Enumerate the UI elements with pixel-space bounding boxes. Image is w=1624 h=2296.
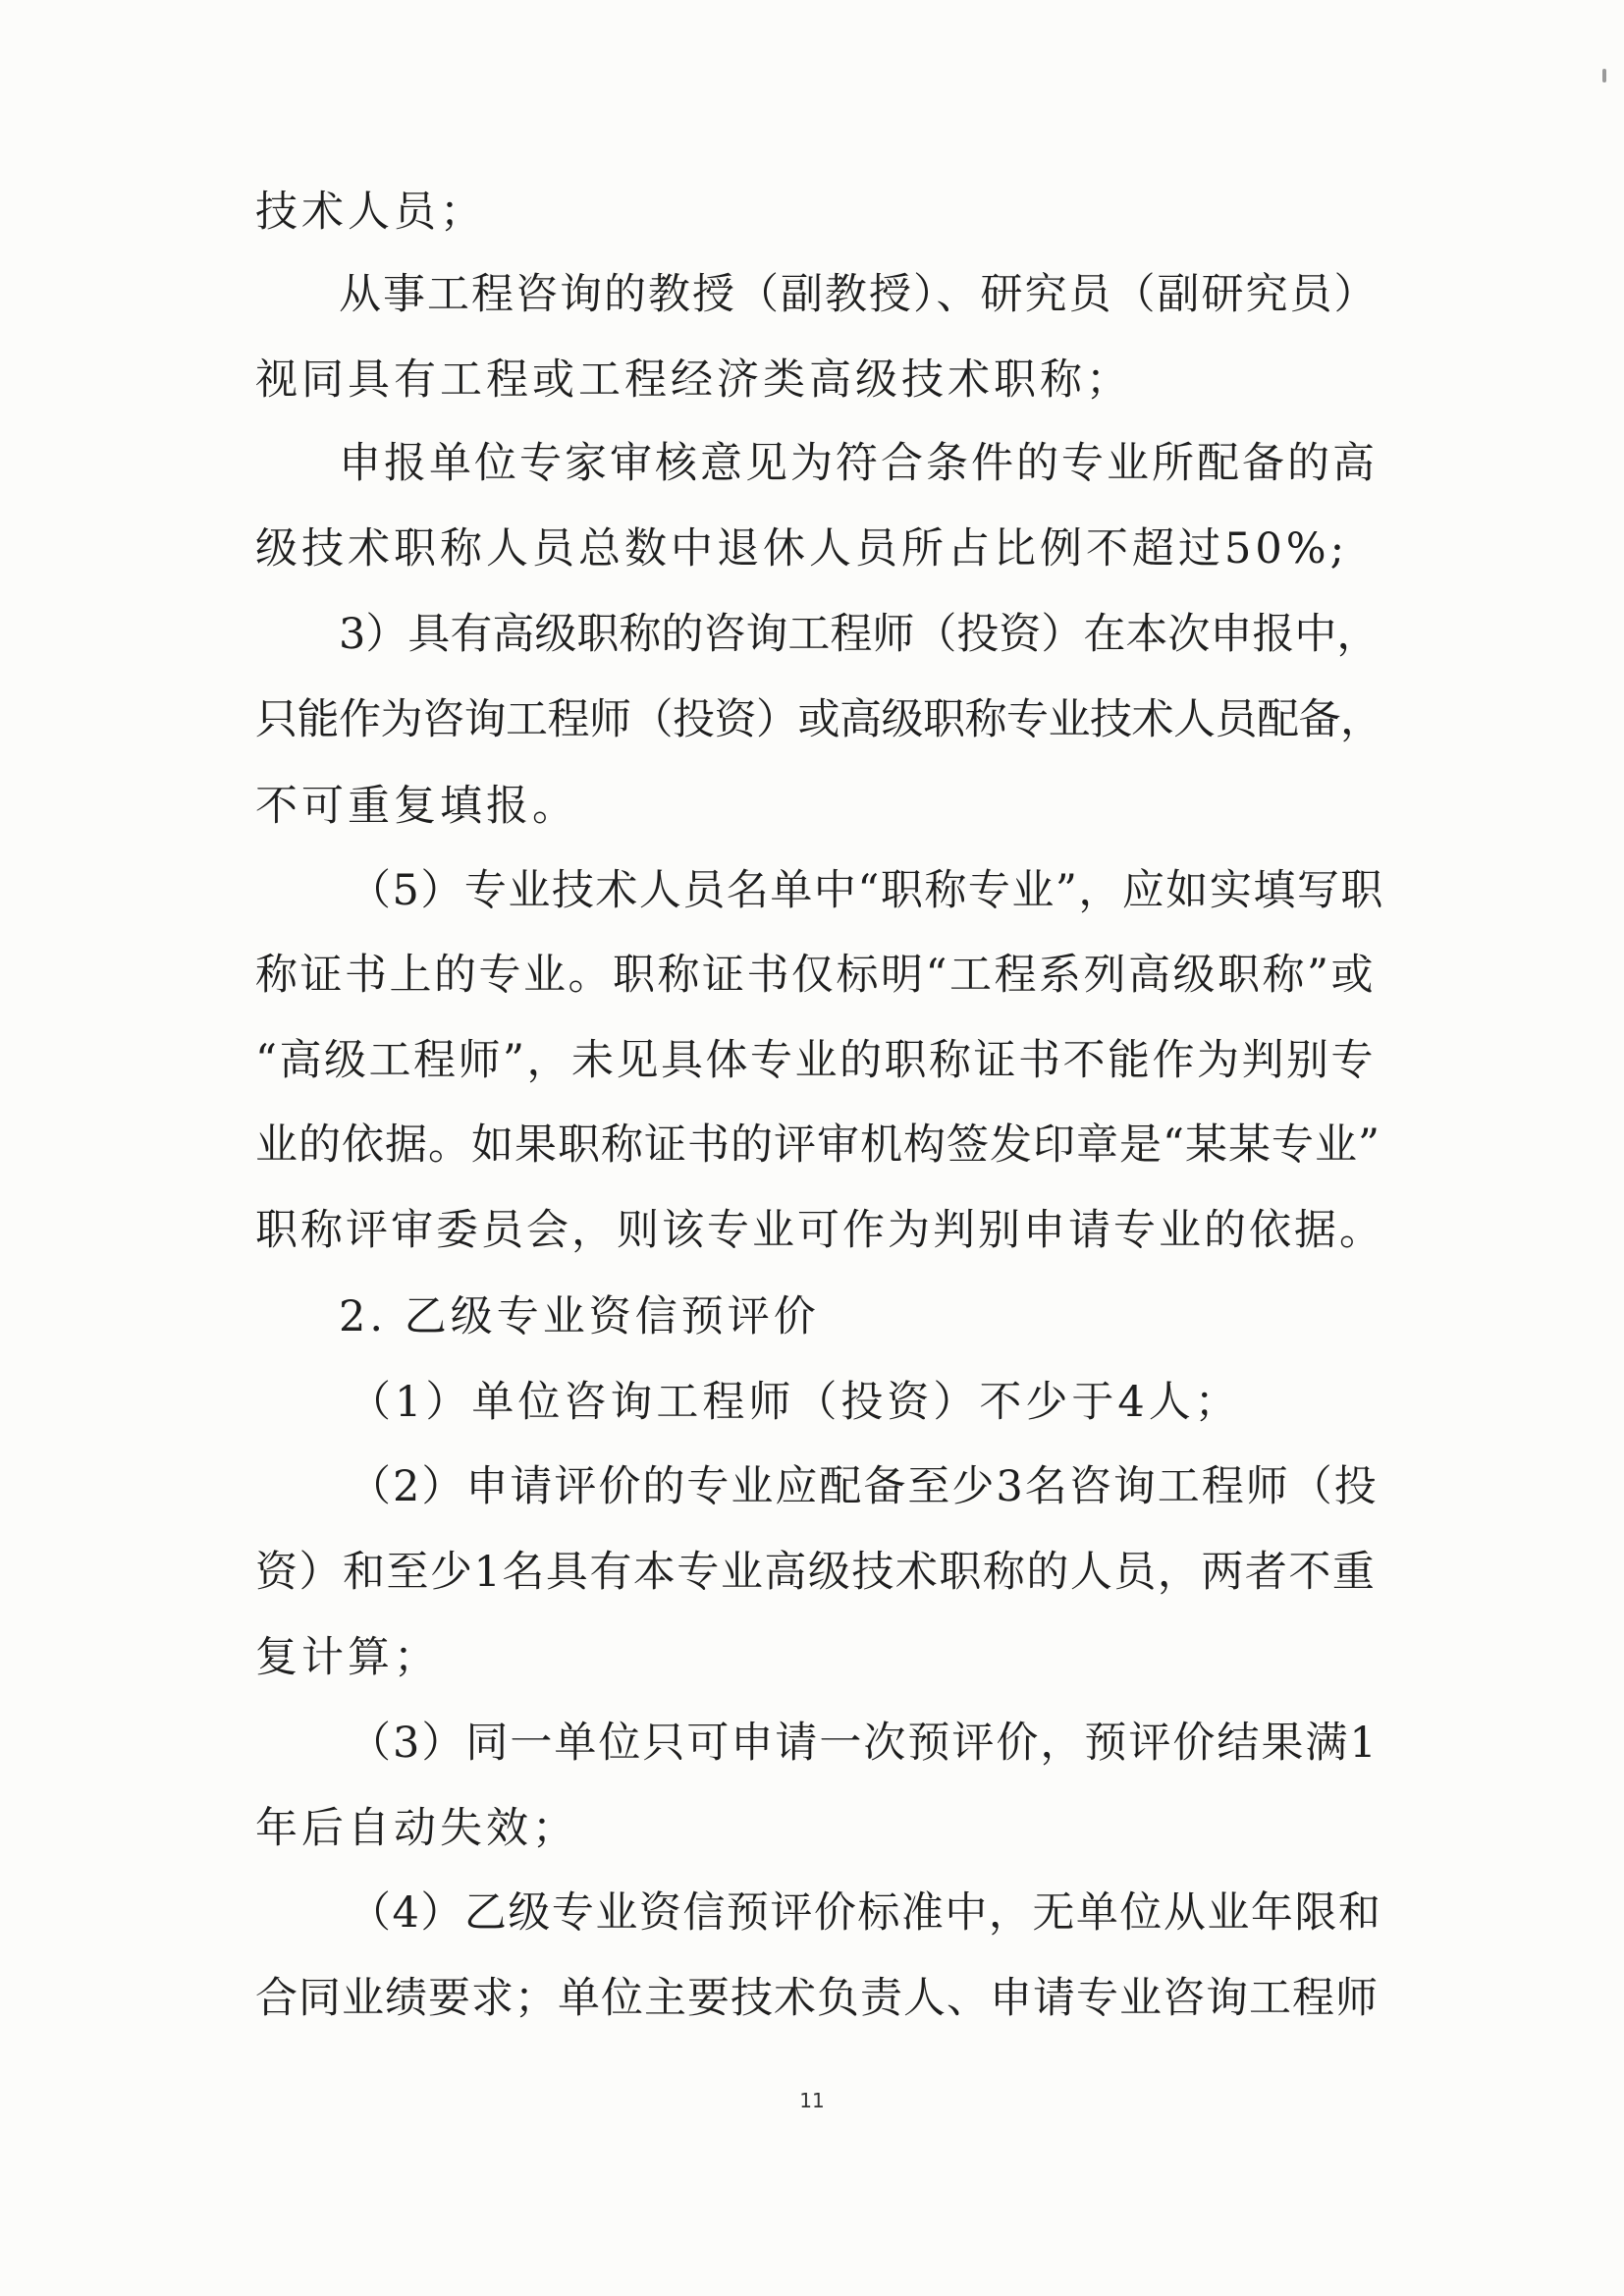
text-line: “高级工程师”，未见具体专业的职称证书不能作为判别专 xyxy=(255,1036,1376,1085)
text-line: 称证书上的专业。职称证书仅标明“工程系列高级职称”或 xyxy=(255,951,1376,1000)
text-line: 3）具有高级职称的咨询工程师（投资）在本次申报中， xyxy=(339,610,1380,659)
text-line: 从事工程咨询的教授（副教授）、研究员（副研究员） xyxy=(339,270,1379,319)
text-line: 资）和至少1名具有本专业高级技术职称的人员，两者不重 xyxy=(255,1548,1377,1597)
text-line: 视同具有工程或工程经济类高级技术职称； xyxy=(255,355,1132,405)
text-line: 业的依据。如果职称证书的评审机构签发印章是“某某专业” xyxy=(255,1121,1380,1170)
text-line: 职称评审委员会，则该专业可作为判别申请专业的依据。 xyxy=(255,1206,1384,1255)
text-line: 不可重复填报。 xyxy=(255,782,578,831)
text-line: 级技术职称人员总数中退休人员所占比例不超过50%; xyxy=(255,524,1349,574)
text-line: （3）同一单位只可申请一次预评价，预评价结果满1 xyxy=(349,1719,1379,1768)
text-line: （1）单位咨询工程师（投资）不少于4人； xyxy=(349,1378,1241,1427)
text-line: 复计算； xyxy=(255,1633,440,1682)
text-line: （4）乙级专业资信预评价标准中，无单位从业年限和 xyxy=(349,1888,1382,1938)
text-line: （5）专业技术人员名单中“职称专业”，应如实填写职 xyxy=(349,866,1384,915)
text-line: 年后自动失效； xyxy=(255,1804,578,1853)
text-line: （2）申请评价的专业应配备至少3名咨询工程师（投 xyxy=(349,1462,1379,1511)
text-line: 合同业绩要求；单位主要技术负责人、申请专业咨询工程师 xyxy=(255,1974,1379,2023)
text-line: 技术人员； xyxy=(255,188,486,237)
text-line: 只能作为咨询工程师（投资）或高级职称专业技术人员配备， xyxy=(255,695,1382,744)
scan-artifact xyxy=(1602,69,1606,82)
page-number: 11 xyxy=(799,2089,825,2112)
section-heading: 2. 乙级专业资信预评价 xyxy=(339,1292,820,1341)
text-line: 申报单位专家审核意见为符合条件的专业所配备的高 xyxy=(339,439,1378,488)
